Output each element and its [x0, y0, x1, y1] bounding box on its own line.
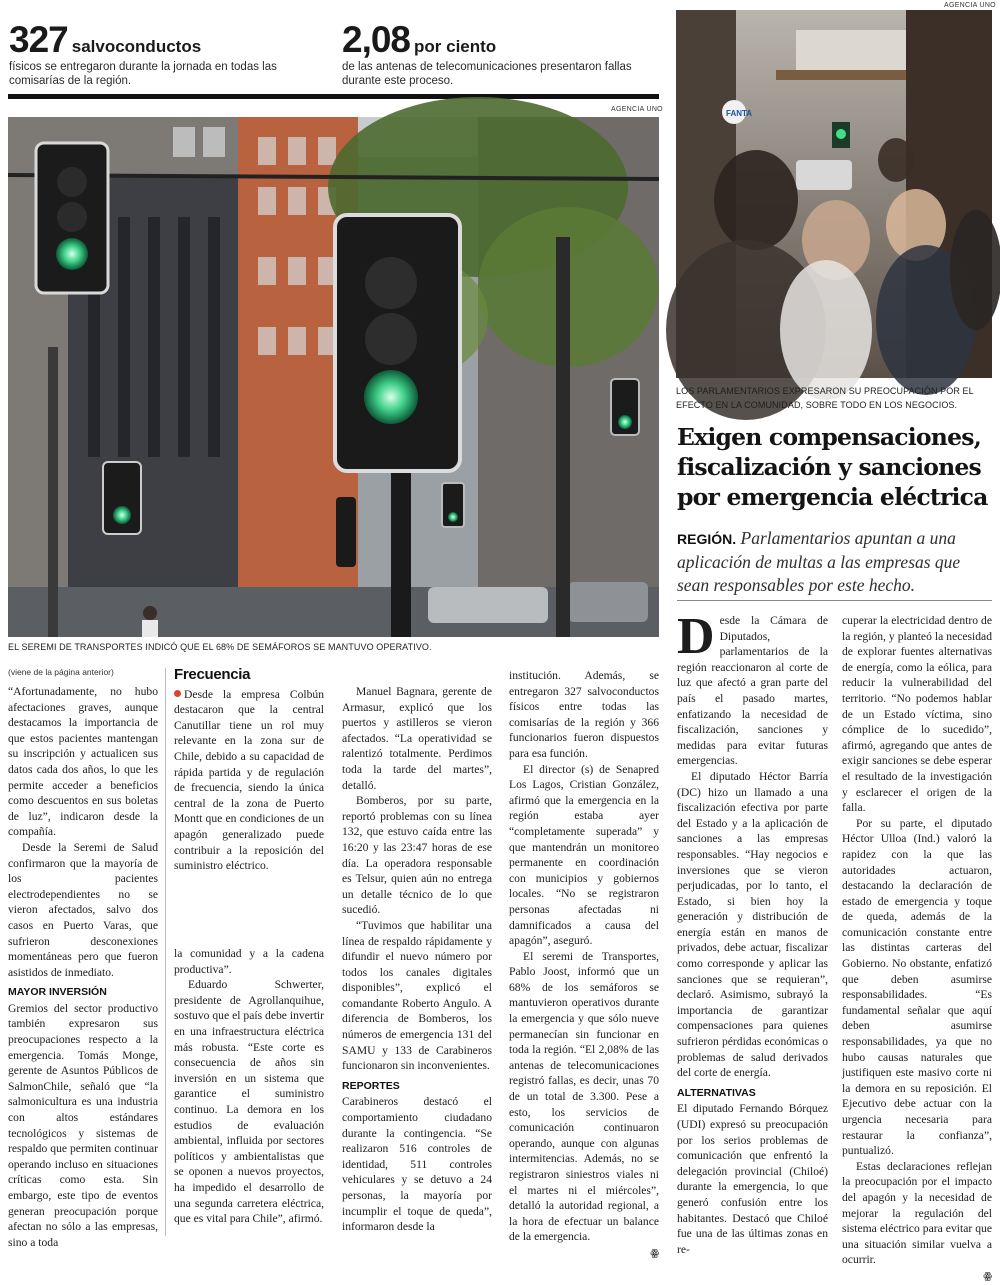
right-photo-caption: LOS PARLAMENTARIOS EXPRESARON SU PREOCUPACIÓN POR EL EFECTO EN LA COMUNIDAD, SOBRE TODO EN LOS NEGOCIOS. [676, 386, 974, 410]
paragraph: Por su parte, el diputado Héctor Ulloa (Ind.) valoró la rapidez con la que las autoridades actuaron, destacando la declaración de estado de emergencia y toque de queda, además de la comunicación constante entre las distintas carteras del Gobierno. No obstante, enfatizó que deben asumirse responsabilidades. “Es fundamental señalar que aquí deben asumirse responsabilidades, ya que no hubo causas naturales que justifiquen este masivo corte ni la demora en su reposición. El Ejecutivo debe actuar con la urgencia necesaria para restaurar la confianza”, puntualizó. [842, 816, 992, 1158]
traffic-lights-illustration [8, 117, 659, 637]
paragraph: El diputado Fernando Bórquez (UDI) expresó su preocupación por los serios problemas de comunicación que enfrentó la delegación provincial (Chiloé) durante la emergencia, lo que generó confusión entre los habitantes. Destacó que Chiloé fue una de las últimas zonas en re- [677, 1102, 828, 1256]
continued-note: (viene de la página anterior) [8, 667, 114, 677]
paragraph: Bomberos, por su parte, reportó problemas con su línea 132, que estuvo caída entre las 16:20 y las 23:47 horas de ese día. La operadora responsable es Telsur, quien aún no entrega un detalle técnico de lo que sucedió. [342, 794, 492, 917]
stat-value: 2,08 [342, 19, 411, 60]
paragraph: “Tuvimos que habilitar una línea de respaldo rápidamente y difundir el nuevo número por todos los canales digitales disponibles”, explicó el comandante Roberto Angulo. A diferencia de Bomberos, los números de emergencia 131 del SAMU y 133 de Carabineros funcionaron sin inconvenientes. [342, 918, 492, 1073]
stat-description: de las antenas de telecomunicaciones presentaron fallas durante este proceso. [342, 61, 632, 87]
paragraph: El seremi de Transportes, Pablo Joost, informó que un 68% de los semáforos se mantuvieron operativos durante la emergencia y que sólo nueve permanecían sin funcionar en toda la región. “El 2,08% de las antenas de telecomunicaciones registró fallas, es decir, unas 70 de un total de 3.300. Pese a esto, los servicios de comunicación continuaron operando, aunque con algunas intermitencias. Además, no se registraron siniestros viales ni el martes ni el miércoles”, detalló la autoridad regional, a la hora de efectuar un balance de la emergencia. [509, 949, 659, 1244]
photo-credit: AGENCIA UNO [944, 2, 996, 9]
paragraph: Desde la Seremi de Salud confirmaron que la mayoría de los pacientes electrodependientes no se vieron afectados, salvo dos casos en Puerto Varas, que sufrieron desconexiones momentáneas pero que fueron asistidos de inmediato. [8, 840, 158, 979]
left-article-col4 [509, 668, 659, 1262]
article-headline: Exigen compensaciones, fiscalización y sanciones por emergencia eléctrica [677, 423, 988, 511]
box-title: Frecuencia [174, 666, 251, 683]
lead-kicker: REGIÓN. [677, 531, 737, 547]
left-article-col1 [8, 684, 158, 1250]
sign-text: FANTA [726, 109, 753, 118]
stat-porcentaje [342, 19, 672, 88]
paragraph: institución. Además, se entregaron 327 salvoconductos físicos entre todas las comisarías de la región y 366 funcionarios fueron dispuestos para esa función. [509, 669, 659, 760]
right-article-col1 [677, 608, 828, 1257]
lead-text: Parlamentarios apuntan a una aplicación de multas a las empresas que sean responsables por este hecho. [677, 528, 961, 595]
header-rule [8, 94, 659, 99]
subheading-reportes: REPORTES [342, 1079, 400, 1092]
paragraph: Manuel Bagnara, gerente de Armasur, explicó que los puertos y astilleros se vieron afectados. “La operatividad se ralentizó totalmente. Perdimos toda la tarde del martes”, detalló. [342, 685, 492, 792]
bullet-icon [174, 690, 181, 697]
left-article-col3 [342, 684, 492, 1235]
pedestrians-illustration [676, 10, 992, 378]
stat-description: físicos se entregaron durante la jornada en todas las comisarías de la región. [9, 61, 277, 87]
paragraph: cuperar la electricidad dentro de la región, y planteó la necesidad de explorar fuentes alternativas de energía, como la eólica, para reducir la vulnerabilidad del territorio. “No podemos hablar de un Estado víctima, sino cómplice de lo sucedido”, afirmó, agregando que antes de exigir sanciones se debe esperar el resultado de la investigación y esclarecer el origen de la falla. [842, 614, 992, 815]
article-lead [677, 527, 992, 597]
paragraph: la comunidad y a la cadena productiva”. [174, 947, 324, 976]
street-pedestrians-photo [676, 10, 992, 378]
paragraph: Estas declaraciones reflejan la preocupación por el impacto del apagón y la necesidad de mejorar la regulación del sistema eléctrico para evitar que una situación similar vuelva a ocurrir. [842, 1159, 992, 1267]
box-text: Desde la empresa Colbún destacaron que la central Canutillar tiene un rol muy relevante en la zona sur de Chile, debido a su capacidad de rápida partida y de regulación de frecuencia, siendo la única central de la zona de Puerto Montt que en condiciones de un apagón generalizado puede contribuir a la reposición del suministro eléctrico. [174, 687, 324, 873]
end-of-article-icon: ꙮ [983, 1270, 992, 1282]
paragraph [677, 608, 828, 769]
right-article-col2 [842, 613, 992, 1285]
stat-unit: por ciento [414, 37, 497, 56]
paragraph-text: esde la Cámara de Diputados, parlamentarios de la región reaccionaron al corte de luz que afectó a gran parte del país el pasado martes, enfatizando la necesidad de fiscalización, sanciones y medidas para evitar futuras emergencias. [677, 614, 828, 768]
left-article-col2 [174, 946, 324, 1227]
drop-cap: D [677, 608, 715, 665]
end-of-article-icon: ꙮ [650, 1247, 659, 1259]
main-photo-caption: EL SEREMI DE TRANSPORTES INDICÓ QUE EL 68% DE SEMÁFOROS SE MANTUVO OPERATIVO. [8, 642, 432, 652]
stat-value: 327 [9, 19, 68, 60]
subheading-alternativas: ALTERNATIVAS [677, 1086, 756, 1099]
traffic-lights-photo [8, 117, 659, 637]
subheading-mayor-inversion: MAYOR INVERSIÓN [8, 986, 107, 999]
stat-salvoconductos [9, 19, 339, 88]
paragraph: El diputado Héctor Barría (DC) hizo un llamado a una fiscalización efectiva por parte del Estado y a la aplicación de sanciones a las empresas responsables. “Hay negocios e inversiones que se vieron perjudicadas, por lo tanto, el Estado, si bien hoy la generación y distribución de energía están en manos de privados, debe actuar, fiscalizar como corresponde y aplicar las sanciones que se requieran”, declaró. Asimismo, subrayó la importancia de garantizar compensaciones para quienes sufrieron pérdidas económicas o problemas de salud derivados del corte de energía. [677, 769, 828, 1080]
paragraph: “Afortunadamente, no hubo afectaciones graves, aunque destacamos la importancia de que estos pacientes mantengan su inscripción y actualicen sus datos cada dos años, lo que les permite acceder a beneficios como descuentos en sus boletas de luz”, indicaron desde la compañía. [8, 685, 158, 839]
paragraph: Carabineros destacó el comportamiento ciudadano durante la contingencia. “Se realizaron 516 controles de identidad, 511 controles vehiculares y se detuvo a 24 personas, la mayoría por incumplir el toque de queda”, informaron desde la [342, 1095, 492, 1234]
paragraph: El director (s) de Senapred Los Lagos, Cristian González, afirmó que la emergencia en la región estaba ayer “completamente superada” y que mantendrán un monitoreo permanente en coordinación con municipios y gobiernos locales. “No se registraron personas afectadas ni damnificados a causa del apagón”, aseguró. [509, 762, 659, 948]
paragraph: Gremios del sector productivo también expresaron sus preocupaciones respecto a la emergencia. Tomás Monge, gerente de Asuntos Públicos de SalmonChile, señaló que “la salmonicultura es una industria con altos estándares tecnológicos y sistemas de respaldo que permiten continuar operando incluso en situaciones críticas como esta. Sin embargo, este tipo de eventos generan preocupación porque afectan no sólo a las empresas, sino a toda [8, 1001, 158, 1249]
frecuencia-box [174, 667, 324, 874]
photo-credit: AGENCIA UNO [611, 106, 663, 113]
column-rule [165, 668, 166, 1236]
stat-unit: salvoconductos [71, 37, 202, 56]
paragraph: Eduardo Schwerter, presidente de Agrollanquihue, sostuvo que el país debe invertir en una infraestructura eléctrica más robusta. “Este corte es consecuencia de años sin inversión en un sistema que garantice el suministro continuo. La demora en los estudios de evaluación ambiental, influida por sectores políticos y ambientalistas que se oponen a nuevos proyectos, ha impedido el desarrollo de una segunda carretera eléctrica, que es vital para Chile”, afirmó. [174, 978, 324, 1226]
headline-separator [677, 600, 992, 601]
